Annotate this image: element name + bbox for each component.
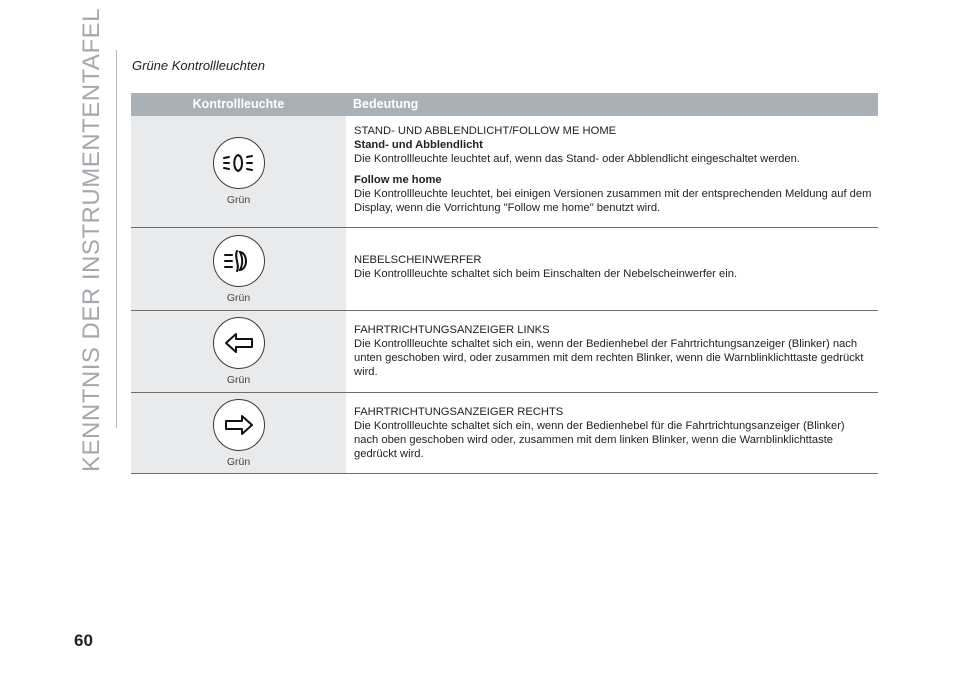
row-title: FAHRTRICHTUNGSANZEIGER RECHTS (354, 406, 564, 418)
meaning-cell (346, 393, 878, 473)
row-text: Die Kontrollleuchte schaltet sich ein, wenn der Bedienhebel für die Fahrtrichtungsanzeiger (Blinker) nach oben geschoben wird oder, zusammen mit dem linken Blinker, wenn die Warnblinklichttaste gedrückt wird. (354, 420, 845, 460)
column-header-meaning: Bedeutung (353, 97, 419, 111)
indicator-color-label: Grün (226, 194, 251, 206)
table-row (131, 393, 878, 474)
table-header (131, 93, 878, 116)
indicator-cell (131, 393, 346, 473)
meaning-cell (346, 228, 878, 310)
indicator-cell (131, 228, 346, 310)
indicator-color-label: Grün (226, 291, 251, 304)
low-beam-lights-icon (213, 137, 265, 189)
table-row (131, 116, 878, 228)
indicator-cell (131, 116, 346, 227)
page-number: 60 (74, 631, 93, 650)
indicator-color-label: Grün (226, 455, 251, 468)
row-title: NEBELSCHEINWERFER (354, 254, 482, 266)
meaning-cell (346, 311, 878, 392)
subsection-text: Die Kontrollleuchte leuchtet auf, wenn das Stand- oder Abblendlicht eingeschaltet werden. (354, 153, 800, 165)
meaning-cell (346, 116, 878, 227)
chapter-divider (116, 50, 117, 428)
indicator-cell (131, 311, 346, 392)
indicator-color-label: Grün (226, 374, 251, 386)
row-text: Die Kontrollleuchte schaltet sich ein, wenn der Bedienhebel der Fahrtrichtungsanzeiger (Blinker) nach unten geschoben wird, oder zusammen mit dem rechten Blinker, wenn die Warnblinklichttaste gedrückt wird. (354, 338, 864, 378)
table-row (131, 311, 878, 393)
fog-light-icon (213, 235, 265, 287)
table-row (131, 228, 878, 311)
warning-lights-table (131, 93, 878, 474)
subsection-text: Die Kontrollleuchte leuchtet, bei einigen Versionen zusammen mit der entsprechenden Meldung auf dem Display, wenn die Vorrichtung "Follow me home" benutzt wird. (354, 188, 872, 214)
subsection-title: Follow me home (354, 174, 442, 186)
turn-signal-right-icon (213, 399, 265, 451)
subsection-title: Stand- und Abblendlicht (354, 139, 483, 151)
row-title: FAHRTRICHTUNGSANZEIGER LINKS (354, 324, 550, 336)
row-text: Die Kontrollleuchte schaltet sich beim Einschalten der Nebelscheinwerfer ein. (354, 268, 738, 280)
chapter-title-text: KENNTNIS DER INSTRUMENTENTAFEL (78, 8, 105, 472)
chapter-side-title (72, 8, 112, 472)
turn-signal-left-icon (213, 317, 265, 369)
section-heading: Grüne Kontrollleuchten (132, 58, 265, 73)
row-title: STAND- UND ABBLENDLICHT/FOLLOW ME HOME (354, 125, 617, 137)
column-header-indicator: Kontrollleuchte (192, 97, 285, 111)
